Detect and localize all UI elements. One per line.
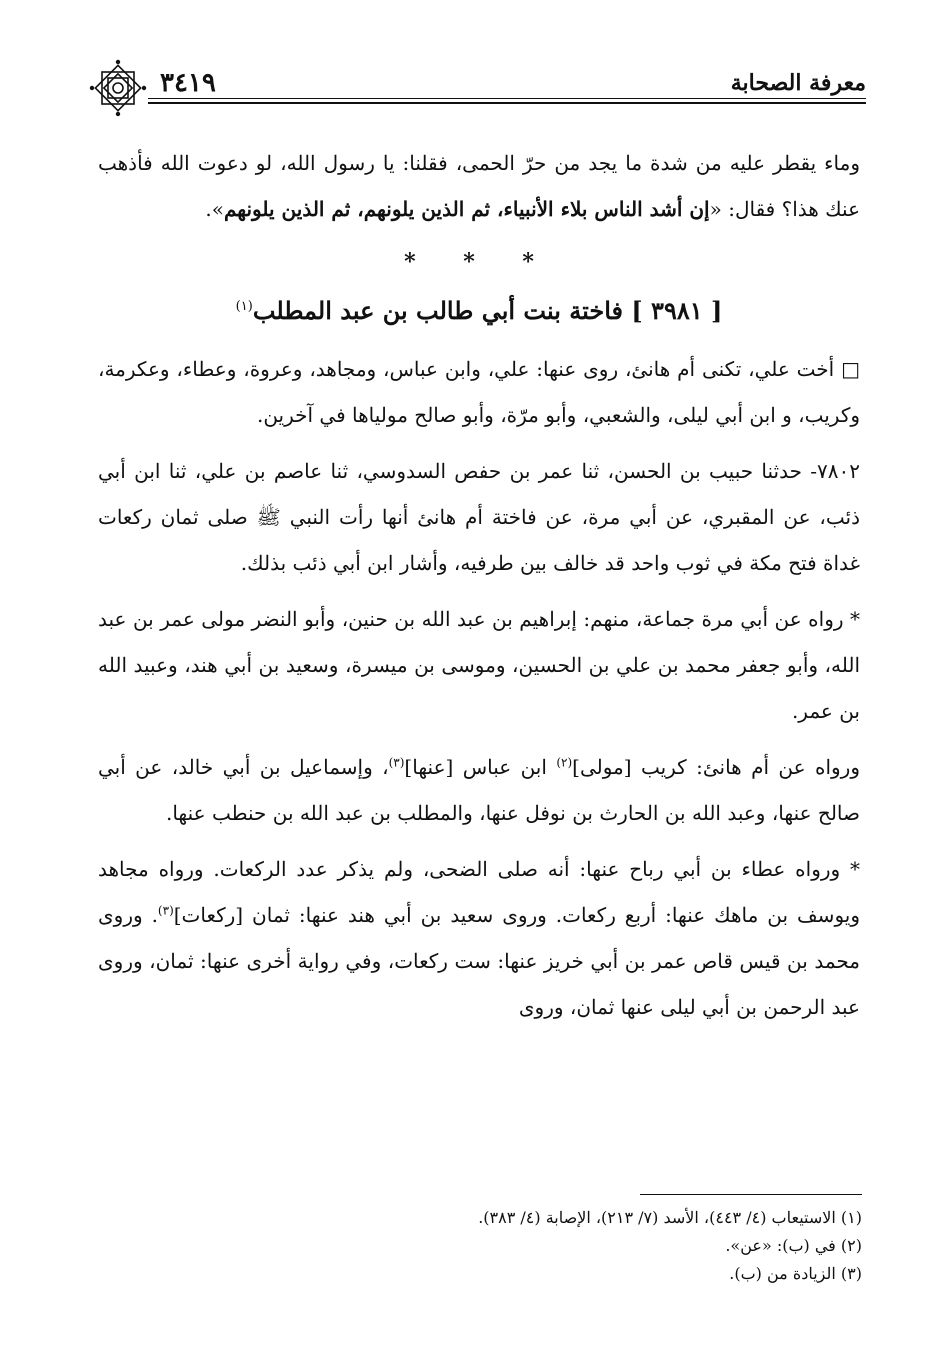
intro-text: وماء يقطر عليه من شدة ما يجد من حرّ الحمى، فقلنا: يا رسول الله، لو دعوت الله فأذهب عنك هذا؟ فقال: « (98, 151, 861, 221)
footnote-ref: (٣) (157, 903, 174, 918)
footnotes (100, 1204, 862, 1288)
narrators-paragraph-2 (98, 744, 860, 836)
footnote: (١) الاستيعاب (٤/ ٤٤٣)، الأسد (٧/ ٢١٣)، الإصابة (٤/ ٣٨٣). (478, 1208, 862, 1227)
intro-end: ». (205, 197, 224, 221)
text-run: ابن عباس [عنها] (404, 755, 557, 779)
text-run: ورواه عن أم هانئ: كريب [مولى] (572, 755, 860, 779)
star-ornament-icon (88, 58, 148, 118)
intro-paragraph (98, 140, 860, 232)
footnote-ref: (٢) (556, 755, 573, 770)
hadith-paragraph: ٧٨٠٢- حدثنا حبيب بن الحسن، ثنا عمر بن حفص السدوسي، ثنا عاصم بن علي، ثنا ابن أبي ذئب، عن المقبري، عن أبي مرة، عن فاختة أم هانئ أنها رأت النبي ﷺ صلى ثمان ركعات غداة فتح مكة في ثوب واحد قد خالف بين طرفيه، وأشار ابن أبي ذئب بذلك. (98, 459, 860, 575)
hadith-quote: إن أشد الناس بلاء الأنبياء، ثم الذين يلونهم، ثم الذين يلونهم (223, 197, 710, 221)
page-number: ٣٤١٩ (160, 68, 216, 98)
footnote-ref: (١) (235, 299, 253, 314)
text-run: ، وإسماعيل بن أبي خالد، عن أبي صالح عنها، وعبد الله بن الحارث بن نوفل عنها، والمطلب بن عبد الله بن حنطب عنها. (98, 755, 860, 825)
page-body (98, 140, 860, 1040)
page-header (88, 58, 866, 118)
header-rule-thick (148, 102, 866, 104)
section-separator: * * * (404, 249, 554, 275)
footnote: (٢) في (ب): «عن». (725, 1236, 862, 1255)
variants-paragraph (98, 846, 860, 1030)
biography-paragraph: □ أخت علي، تكنى أم هانئ، روى عنها: علي، وابن عباس، ومجاهد، وعروة، وعطاء، وعكرمة، وكريب، و ابن أبي ليلى، والشعبي، وأبو مرّة، وأبو صالح مولياها في آخرين. (98, 357, 860, 427)
text-run: * ورواه عطاء بن أبي رباح عنها: أنه صلى الضحى، ولم يذكر عدد الركعات. ورواه مجاهد ويوسف بن ماهك عنها: أربع ركعات. وروى سعيد بن أبي هند عنها: ثمان [ركعات] (98, 857, 860, 927)
footnote: (٣) الزيادة من (ب). (729, 1264, 862, 1283)
text-run: . وروى محمد بن قيس قاص عمر بن أبي خريز عنها: ست ركعات، وفي رواية أخرى عنها: ثمان، وروى عبد الرحمن بن أبي ليلى عنها ثمان، وروى (98, 903, 860, 1019)
footnote-rule (640, 1194, 862, 1195)
entry-title (98, 286, 860, 336)
entry-title-text: [ ٣٩٨١ ] فاختة بنت أبي طالب بن عبد المطلب (252, 296, 723, 325)
header-rule (148, 98, 866, 99)
footnote-ref: (٣) (388, 755, 405, 770)
narrators-paragraph: * رواه عن أبي مرة جماعة، منهم: إبراهيم بن عبد الله بن حنين، وأبو النضر مولى عمر بن عبد الله، وأبو جعفر محمد بن علي بن الحسين، وموسى بن ميسرة، وسعيد بن أبي هند، وعبيد الله بن عمر. (98, 607, 860, 723)
running-title: معرفة الصحابة (730, 70, 866, 96)
